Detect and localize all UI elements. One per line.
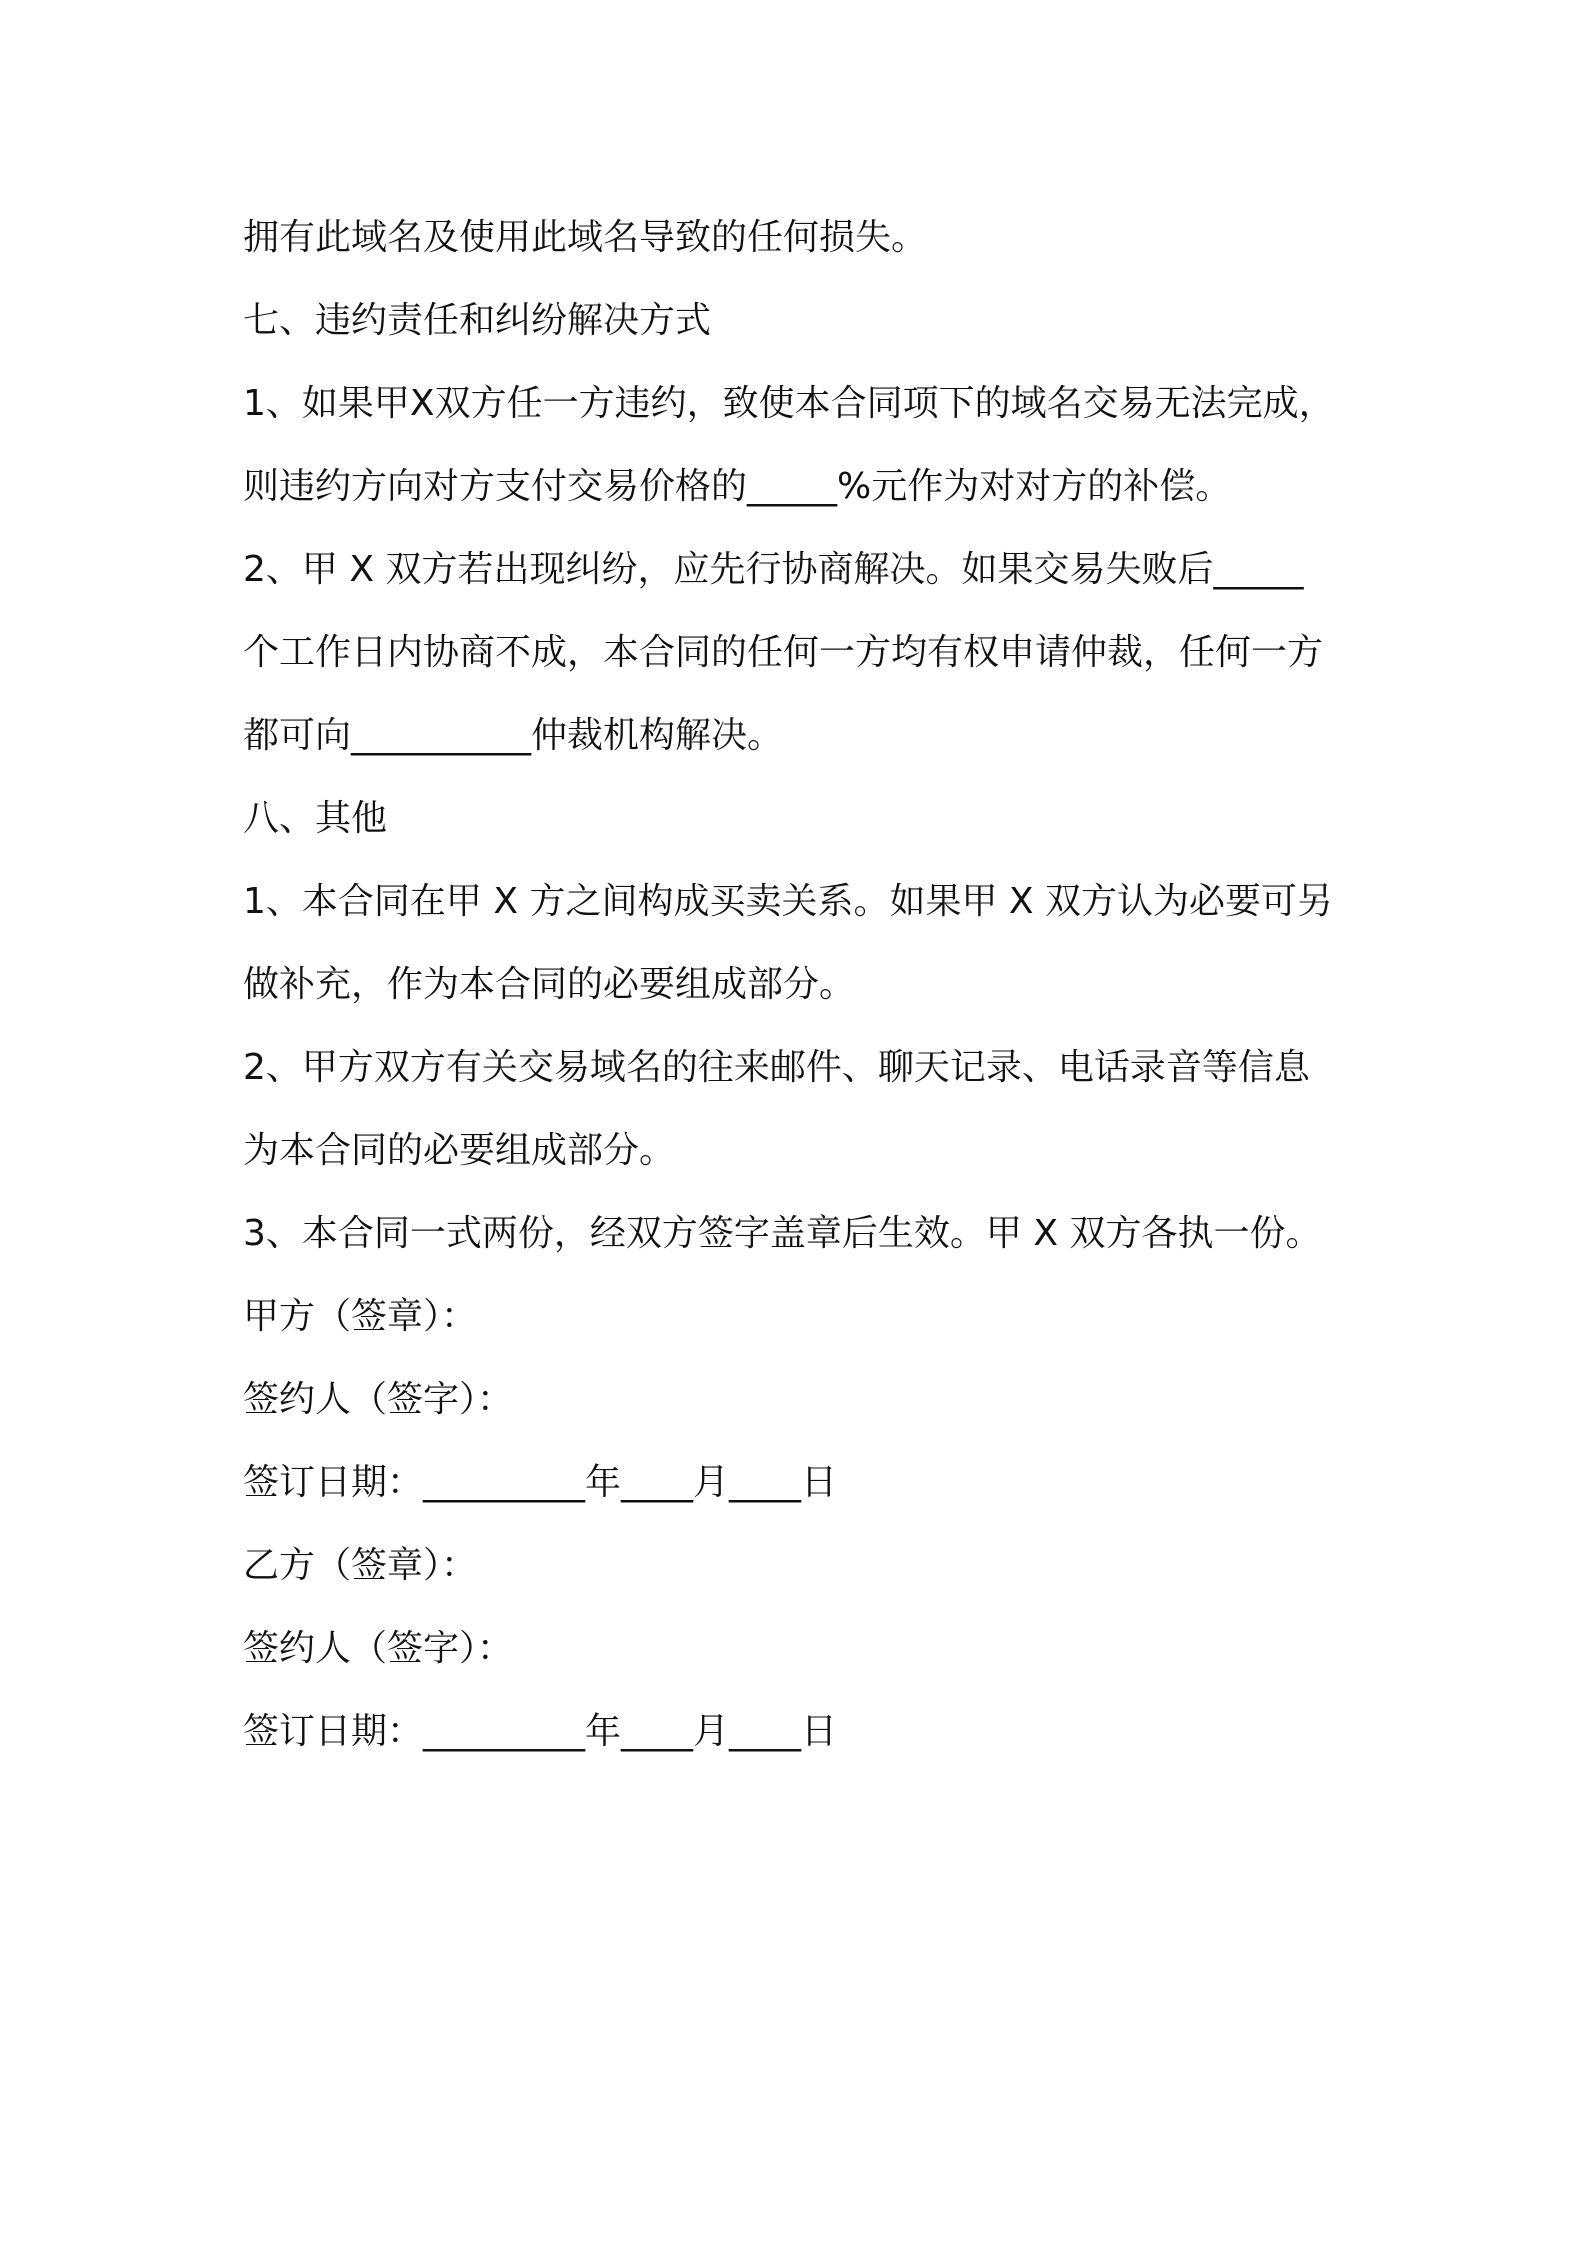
document-body [243,196,1363,1773]
section-heading-7: 七、违约责任和纠纷解决方式 [243,300,712,341]
clause-7-1-line-2: 则违约方向对方支付交易价格的_____%元作为对对方的补偿。 [243,466,1232,507]
clause-7-2-line-2: 个工作日内协商不成，本合同的任何一方均有权申请仲裁，任何一方 [243,632,1324,673]
party-b-signer: 签约人（签字）： [243,1628,514,1669]
clause-8-3: 3、本合同一式两份，经双方签字盖章后生效。甲 X 双方各执一份。 [243,1213,1322,1254]
clause-7-2-line-3: 都可向__________仲裁机构解决。 [243,715,784,756]
party-b-label: 乙方（签章）： [243,1545,478,1586]
party-a-date: 签订日期：_________年____月____日 [243,1462,838,1503]
clause-7-2-line-1: 2、甲 X 双方若出现纠纷，应先行协商解决。如果交易失败后_____ [243,549,1304,590]
clause-8-1-line-2: 做补充，作为本合同的必要组成部分。 [243,964,856,1005]
party-a-label: 甲方（签章）： [243,1296,478,1337]
party-a-signer: 签约人（签字）： [243,1379,514,1420]
clause-8-1-line-1: 1、本合同在甲 X 方之间构成买卖关系。如果甲 X 双方认为必要可另 [243,881,1334,922]
text-line-1: 拥有此域名及使用此域名导致的任何损失。 [243,217,928,258]
section-heading-8: 八、其他 [243,798,388,839]
clause-7-1-line-1: 1、如果甲X双方任一方违约，致使本合同项下的域名交易无法完成， [243,383,1335,424]
party-b-date: 签订日期：_________年____月____日 [243,1711,838,1752]
clause-8-2-line-1: 2、甲方双方有关交易域名的往来邮件、聊天记录、电话录音等信息 [243,1047,1310,1088]
clause-8-2-line-2: 为本合同的必要组成部分。 [243,1130,676,1171]
